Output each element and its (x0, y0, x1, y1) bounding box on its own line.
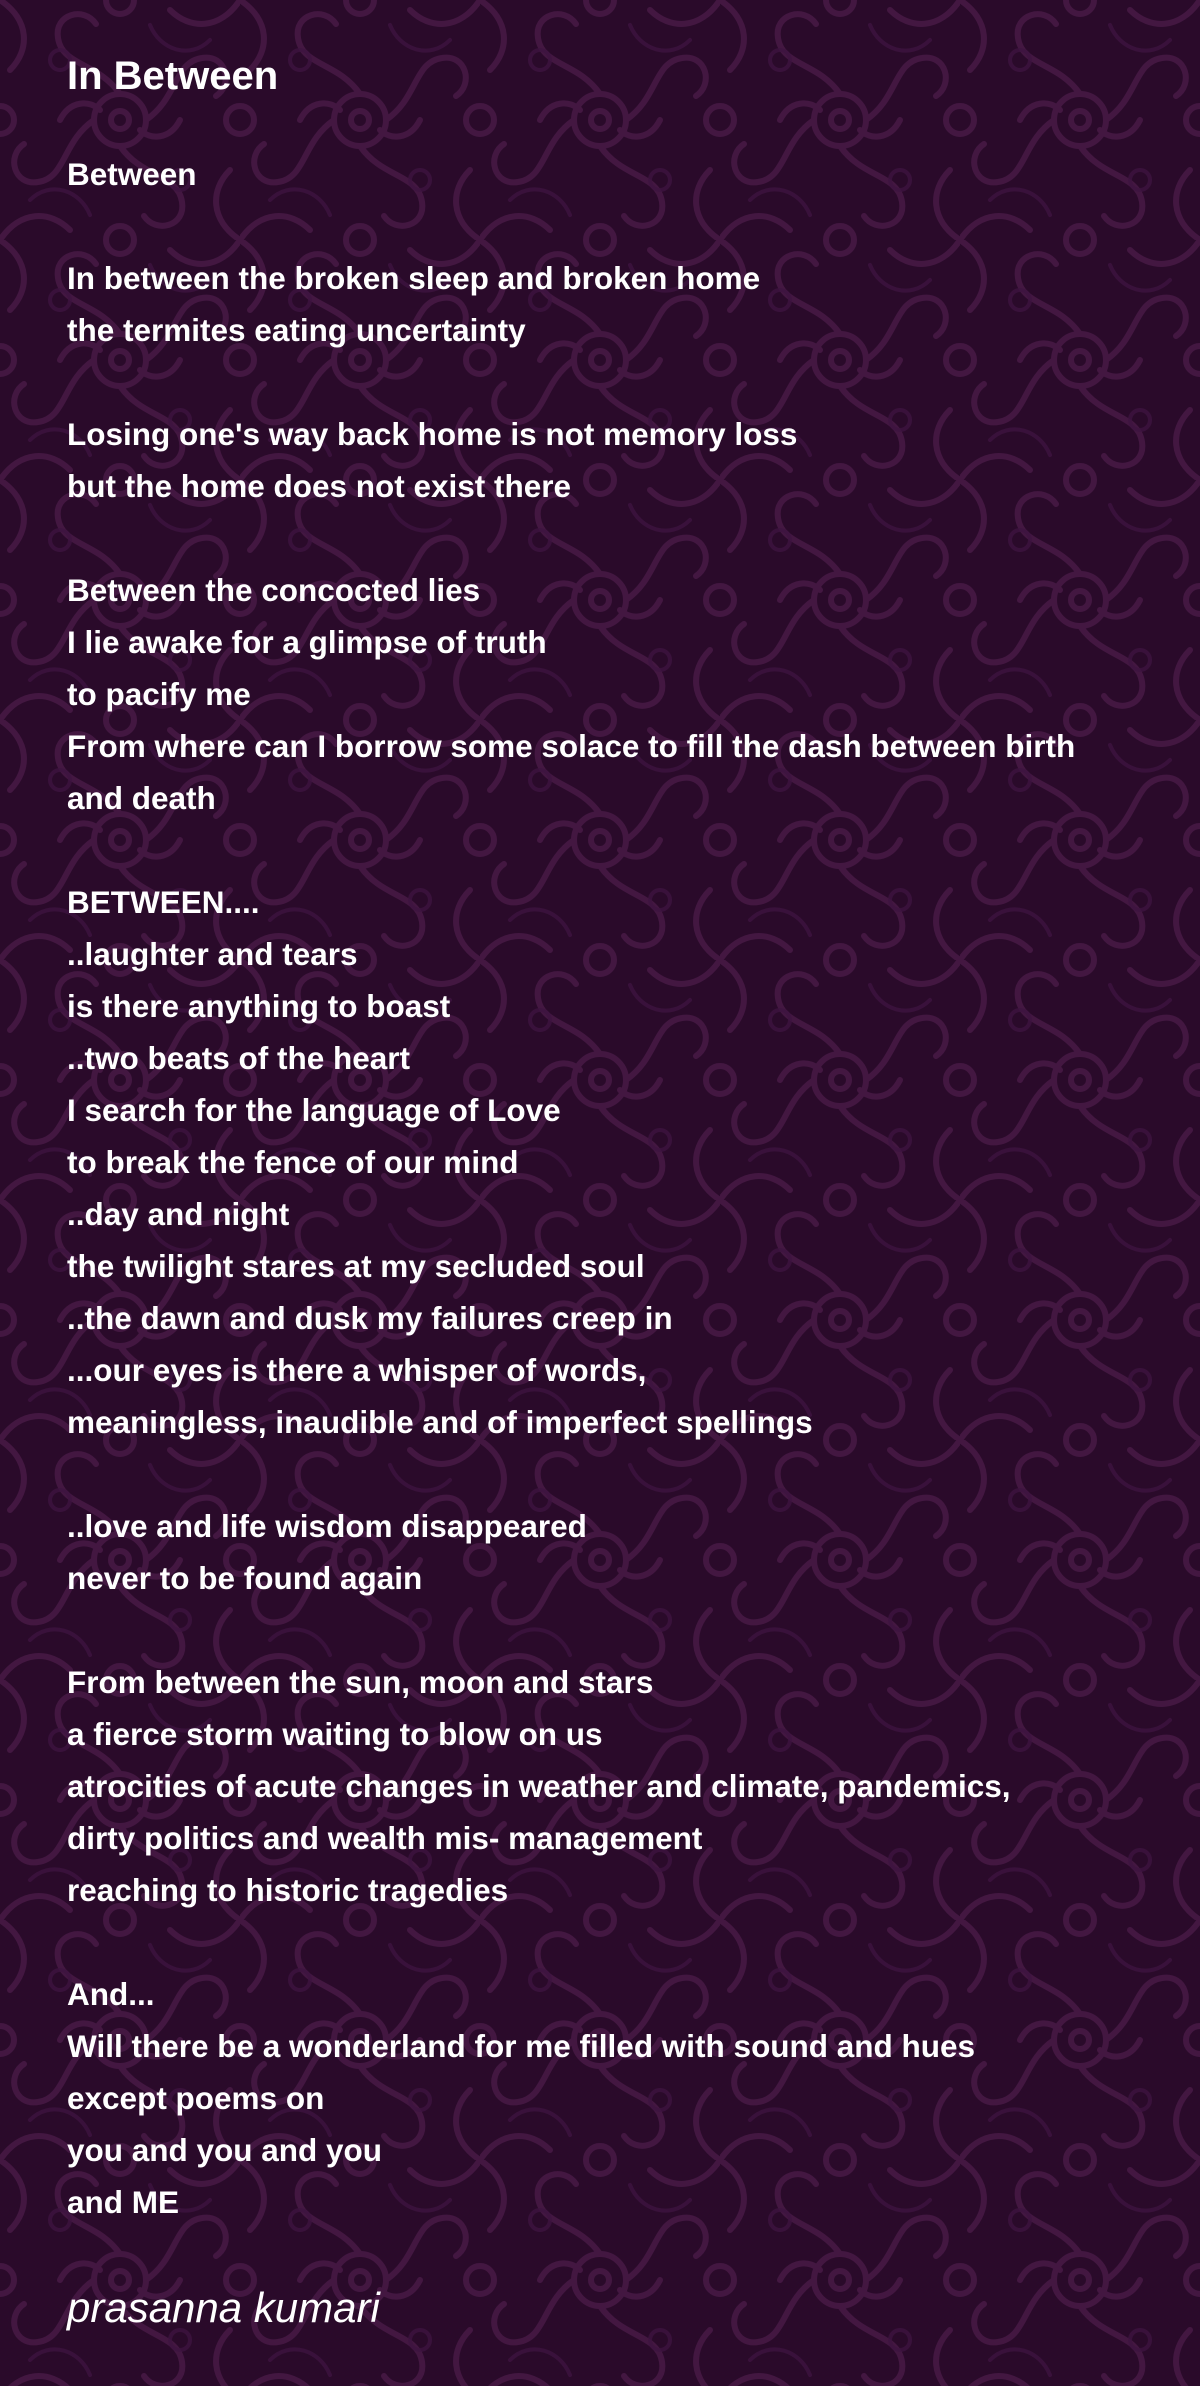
poem-line: Will there be a wonderland for me filled with sound and hues (67, 2028, 976, 2064)
stanza-break (67, 512, 1147, 564)
poem-body (67, 148, 1147, 2228)
poem-line: ..the dawn and dusk my failures creep in (67, 1300, 673, 1336)
poem-line: ..two beats of the heart (67, 1040, 411, 1076)
poem-line: Between (67, 156, 197, 192)
stanza-break (67, 200, 1147, 252)
poem-line: From where can I borrow some solace to fill the dash between birth (67, 728, 1076, 764)
poem-line: you and you and you (67, 2132, 383, 2168)
poem-line: I lie awake for a glimpse of truth (67, 624, 547, 660)
poem-line: reaching to historic tragedies (67, 1872, 509, 1908)
poem-line: atrocities of acute changes in weather and climate, pandemics, (67, 1768, 1011, 1804)
poem-line: I search for the language of Love (67, 1092, 561, 1128)
poem-line: dirty politics and wealth mis- management (67, 1820, 703, 1856)
poem-line: And... (67, 1976, 155, 2012)
stanza-break (67, 1604, 1147, 1656)
poem-line: BETWEEN.... (67, 884, 260, 920)
poem-line: ...our eyes is there a whisper of words, (67, 1352, 647, 1388)
stanza-break (67, 1916, 1147, 1968)
poem-line: and death (67, 780, 216, 816)
stanza-break (67, 1448, 1147, 1500)
poem-line: the twilight stares at my secluded soul (67, 1248, 645, 1284)
poem-line: ..love and life wisdom disappeared (67, 1508, 587, 1544)
poem-title: In Between (67, 54, 279, 98)
poem-line: From between the sun, moon and stars (67, 1664, 654, 1700)
poem-line: to pacify me (67, 676, 251, 712)
poem-line: to break the fence of our mind (67, 1144, 519, 1180)
poem-line: Between the concocted lies (67, 572, 481, 608)
poem-author: prasanna kumari (67, 2284, 380, 2331)
poem-line: meaningless, inaudible and of imperfect spellings (67, 1404, 813, 1440)
poem-line: ..laughter and tears (67, 936, 358, 972)
poem-line: the termites eating uncertainty (67, 312, 526, 348)
poem-line: but the home does not exist there (67, 468, 572, 504)
poem-line: In between the broken sleep and broken home (67, 260, 761, 296)
poem-line: is there anything to boast (67, 988, 451, 1024)
poem-line: a fierce storm waiting to blow on us (67, 1716, 603, 1752)
poem-line: except poems on (67, 2080, 325, 2116)
poem-line: and ME (67, 2184, 180, 2220)
poem-line: ..day and night (67, 1196, 290, 1232)
poem-line: Losing one's way back home is not memory loss (67, 416, 798, 452)
stanza-break (67, 356, 1147, 408)
poem-line: never to be found again (67, 1560, 423, 1596)
stanza-break (67, 824, 1147, 876)
